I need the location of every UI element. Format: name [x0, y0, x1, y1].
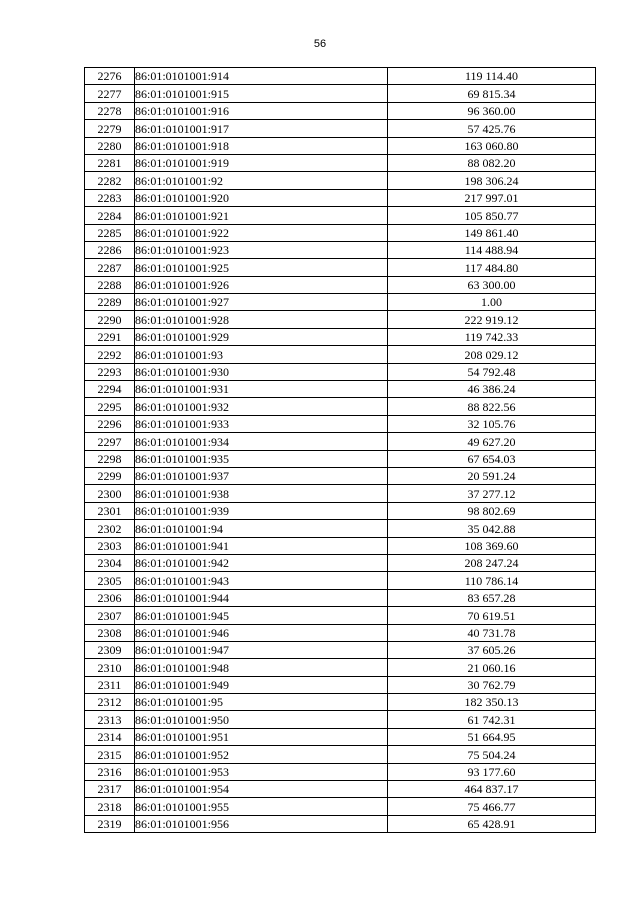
cadastral-value-cell: 70 619.51: [388, 607, 596, 624]
cadastral-value-cell: 119 742.33: [388, 328, 596, 345]
cadastral-number-cell: 86:01:0101001:92: [135, 172, 388, 189]
table-row: [85, 728, 596, 745]
table-row: [85, 154, 596, 171]
cadastral-value-cell: 75 504.24: [388, 746, 596, 763]
row-number-cell: 2283: [85, 189, 135, 206]
cadastral-number-cell: 86:01:0101001:945: [135, 607, 388, 624]
row-number-cell: 2297: [85, 433, 135, 450]
row-number-cell: 2299: [85, 467, 135, 484]
row-number-cell: 2317: [85, 781, 135, 798]
table-row: [85, 415, 596, 432]
cadastral-number-cell: 86:01:0101001:953: [135, 763, 388, 780]
cadastral-value-cell: 75 466.77: [388, 798, 596, 815]
cadastral-value-cell: 217 997.01: [388, 189, 596, 206]
row-number-cell: 2296: [85, 415, 135, 432]
cadastral-number-cell: 86:01:0101001:954: [135, 781, 388, 798]
row-number-cell: 2316: [85, 763, 135, 780]
cadastral-number-cell: 86:01:0101001:937: [135, 467, 388, 484]
row-number-cell: 2304: [85, 554, 135, 571]
row-number-cell: 2293: [85, 363, 135, 380]
table-row: [85, 746, 596, 763]
cadastral-value-cell: 40 731.78: [388, 624, 596, 641]
cadastral-value-cell: 63 300.00: [388, 276, 596, 293]
table-row: [85, 676, 596, 693]
cadastral-value-cell: 222 919.12: [388, 311, 596, 328]
cadastral-value-cell: 208 247.24: [388, 554, 596, 571]
table-row: [85, 624, 596, 641]
cadastral-number-cell: 86:01:0101001:935: [135, 450, 388, 467]
cadastral-number-cell: 86:01:0101001:93: [135, 346, 388, 363]
cadastral-value-cell: 119 114.40: [388, 68, 596, 85]
cadastral-number-cell: 86:01:0101001:929: [135, 328, 388, 345]
cadastral-number-cell: 86:01:0101001:920: [135, 189, 388, 206]
cadastral-value-cell: 49 627.20: [388, 433, 596, 450]
cadastral-number-cell: 86:01:0101001:94: [135, 520, 388, 537]
row-number-cell: 2277: [85, 85, 135, 102]
cadastral-number-cell: 86:01:0101001:956: [135, 815, 388, 832]
cadastral-value-cell: 51 664.95: [388, 728, 596, 745]
cadastral-number-cell: 86:01:0101001:916: [135, 102, 388, 119]
row-number-cell: 2312: [85, 694, 135, 711]
cadastral-value-cell: 61 742.31: [388, 711, 596, 728]
cadastral-number-cell: 86:01:0101001:932: [135, 398, 388, 415]
row-number-cell: 2307: [85, 607, 135, 624]
table-row: [85, 137, 596, 154]
row-number-cell: 2308: [85, 624, 135, 641]
cadastral-number-cell: 86:01:0101001:941: [135, 537, 388, 554]
cadastral-value-cell: 37 605.26: [388, 641, 596, 658]
cadastral-value-cell: 21 060.16: [388, 659, 596, 676]
cadastral-value-cell: 163 060.80: [388, 137, 596, 154]
table-row: [85, 763, 596, 780]
cadastral-value-cell: 114 488.94: [388, 241, 596, 258]
cadastral-number-cell: 86:01:0101001:922: [135, 224, 388, 241]
cadastral-number-cell: 86:01:0101001:925: [135, 259, 388, 276]
cadastral-value-cell: 98 802.69: [388, 502, 596, 519]
table-row: [85, 172, 596, 189]
cadastral-number-cell: 86:01:0101001:938: [135, 485, 388, 502]
cadastral-number-cell: 86:01:0101001:931: [135, 381, 388, 398]
row-number-cell: 2315: [85, 746, 135, 763]
row-number-cell: 2282: [85, 172, 135, 189]
cadastral-value-cell: 30 762.79: [388, 676, 596, 693]
table-row: [85, 207, 596, 224]
row-number-cell: 2301: [85, 502, 135, 519]
row-number-cell: 2303: [85, 537, 135, 554]
row-number-cell: 2290: [85, 311, 135, 328]
cadastral-number-cell: 86:01:0101001:95: [135, 694, 388, 711]
cadastral-number-cell: 86:01:0101001:934: [135, 433, 388, 450]
cadastral-value-cell: 37 277.12: [388, 485, 596, 502]
cadastral-value-cell: 69 815.34: [388, 85, 596, 102]
table-row: [85, 572, 596, 589]
table-row: [85, 363, 596, 380]
row-number-cell: 2276: [85, 68, 135, 85]
cadastral-value-cell: 110 786.14: [388, 572, 596, 589]
cadastral-number-cell: 86:01:0101001:914: [135, 68, 388, 85]
cadastral-number-cell: 86:01:0101001:955: [135, 798, 388, 815]
cadastral-number-cell: 86:01:0101001:927: [135, 294, 388, 311]
row-number-cell: 2302: [85, 520, 135, 537]
cadastral-number-cell: 86:01:0101001:949: [135, 676, 388, 693]
table-row: [85, 311, 596, 328]
row-number-cell: 2288: [85, 276, 135, 293]
cadastral-number-cell: 86:01:0101001:939: [135, 502, 388, 519]
cadastral-value-cell: 182 350.13: [388, 694, 596, 711]
cadastral-value-cell: 464 837.17: [388, 781, 596, 798]
table-row: [85, 450, 596, 467]
row-number-cell: 2286: [85, 241, 135, 258]
table-row: [85, 398, 596, 415]
cadastral-number-cell: 86:01:0101001:943: [135, 572, 388, 589]
table-row: [85, 276, 596, 293]
row-number-cell: 2300: [85, 485, 135, 502]
cadastral-number-cell: 86:01:0101001:930: [135, 363, 388, 380]
cadastral-number-cell: 86:01:0101001:947: [135, 641, 388, 658]
cadastral-value-cell: 35 042.88: [388, 520, 596, 537]
cadastral-number-cell: 86:01:0101001:926: [135, 276, 388, 293]
cadastral-value-cell: 96 360.00: [388, 102, 596, 119]
table-row: [85, 294, 596, 311]
row-number-cell: 2280: [85, 137, 135, 154]
row-number-cell: 2318: [85, 798, 135, 815]
cadastral-value-table: [84, 67, 596, 833]
page-number: 56: [313, 38, 327, 50]
cadastral-number-cell: 86:01:0101001:950: [135, 711, 388, 728]
table-row: [85, 711, 596, 728]
row-number-cell: 2279: [85, 120, 135, 137]
table-row: [85, 694, 596, 711]
table-row: [85, 102, 596, 119]
cadastral-number-cell: 86:01:0101001:918: [135, 137, 388, 154]
cadastral-number-cell: 86:01:0101001:948: [135, 659, 388, 676]
row-number-cell: 2309: [85, 641, 135, 658]
cadastral-value-cell: 105 850.77: [388, 207, 596, 224]
table-row: [85, 815, 596, 832]
row-number-cell: 2284: [85, 207, 135, 224]
table-row: [85, 659, 596, 676]
table-row: [85, 798, 596, 815]
table-row: [85, 189, 596, 206]
cadastral-number-cell: 86:01:0101001:928: [135, 311, 388, 328]
row-number-cell: 2305: [85, 572, 135, 589]
row-number-cell: 2311: [85, 676, 135, 693]
table-row: [85, 85, 596, 102]
table-row: [85, 346, 596, 363]
cadastral-number-cell: 86:01:0101001:951: [135, 728, 388, 745]
row-number-cell: 2292: [85, 346, 135, 363]
table-row: [85, 120, 596, 137]
cadastral-number-cell: 86:01:0101001:933: [135, 415, 388, 432]
cadastral-value-cell: 198 306.24: [388, 172, 596, 189]
cadastral-value-cell: 1.00: [388, 294, 596, 311]
row-number-cell: 2285: [85, 224, 135, 241]
table-row: [85, 259, 596, 276]
row-number-cell: 2319: [85, 815, 135, 832]
cadastral-value-cell: 83 657.28: [388, 589, 596, 606]
cadastral-value-cell: 93 177.60: [388, 763, 596, 780]
row-number-cell: 2314: [85, 728, 135, 745]
row-number-cell: 2281: [85, 154, 135, 171]
table-row: [85, 781, 596, 798]
cadastral-number-cell: 86:01:0101001:952: [135, 746, 388, 763]
row-number-cell: 2310: [85, 659, 135, 676]
cadastral-number-cell: 86:01:0101001:946: [135, 624, 388, 641]
table-row: [85, 381, 596, 398]
row-number-cell: 2278: [85, 102, 135, 119]
cadastral-value-cell: 117 484.80: [388, 259, 596, 276]
row-number-cell: 2295: [85, 398, 135, 415]
row-number-cell: 2306: [85, 589, 135, 606]
table-row: [85, 467, 596, 484]
cadastral-value-cell: 65 428.91: [388, 815, 596, 832]
cadastral-number-cell: 86:01:0101001:923: [135, 241, 388, 258]
table-row: [85, 328, 596, 345]
cadastral-value-cell: 46 386.24: [388, 381, 596, 398]
table-row: [85, 68, 596, 85]
table-row: [85, 520, 596, 537]
cadastral-value-cell: 20 591.24: [388, 467, 596, 484]
table-row: [85, 502, 596, 519]
table-row: [85, 641, 596, 658]
cadastral-value-cell: 32 105.76: [388, 415, 596, 432]
table-row: [85, 241, 596, 258]
table-body: [85, 68, 596, 833]
cadastral-value-cell: 57 425.76: [388, 120, 596, 137]
cadastral-value-cell: 67 654.03: [388, 450, 596, 467]
table-row: [85, 485, 596, 502]
cadastral-number-cell: 86:01:0101001:919: [135, 154, 388, 171]
table-row: [85, 607, 596, 624]
table-row: [85, 554, 596, 571]
cadastral-number-cell: 86:01:0101001:915: [135, 85, 388, 102]
cadastral-number-cell: 86:01:0101001:942: [135, 554, 388, 571]
cadastral-value-cell: 108 369.60: [388, 537, 596, 554]
table-row: [85, 589, 596, 606]
table-row: [85, 224, 596, 241]
cadastral-value-cell: 54 792.48: [388, 363, 596, 380]
cadastral-number-cell: 86:01:0101001:944: [135, 589, 388, 606]
row-number-cell: 2289: [85, 294, 135, 311]
row-number-cell: 2291: [85, 328, 135, 345]
row-number-cell: 2313: [85, 711, 135, 728]
table-row: [85, 537, 596, 554]
row-number-cell: 2294: [85, 381, 135, 398]
row-number-cell: 2298: [85, 450, 135, 467]
table-row: [85, 433, 596, 450]
cadastral-number-cell: 86:01:0101001:917: [135, 120, 388, 137]
cadastral-value-cell: 149 861.40: [388, 224, 596, 241]
cadastral-value-cell: 88 822.56: [388, 398, 596, 415]
cadastral-value-cell: 208 029.12: [388, 346, 596, 363]
cadastral-value-cell: 88 082.20: [388, 154, 596, 171]
row-number-cell: 2287: [85, 259, 135, 276]
cadastral-number-cell: 86:01:0101001:921: [135, 207, 388, 224]
